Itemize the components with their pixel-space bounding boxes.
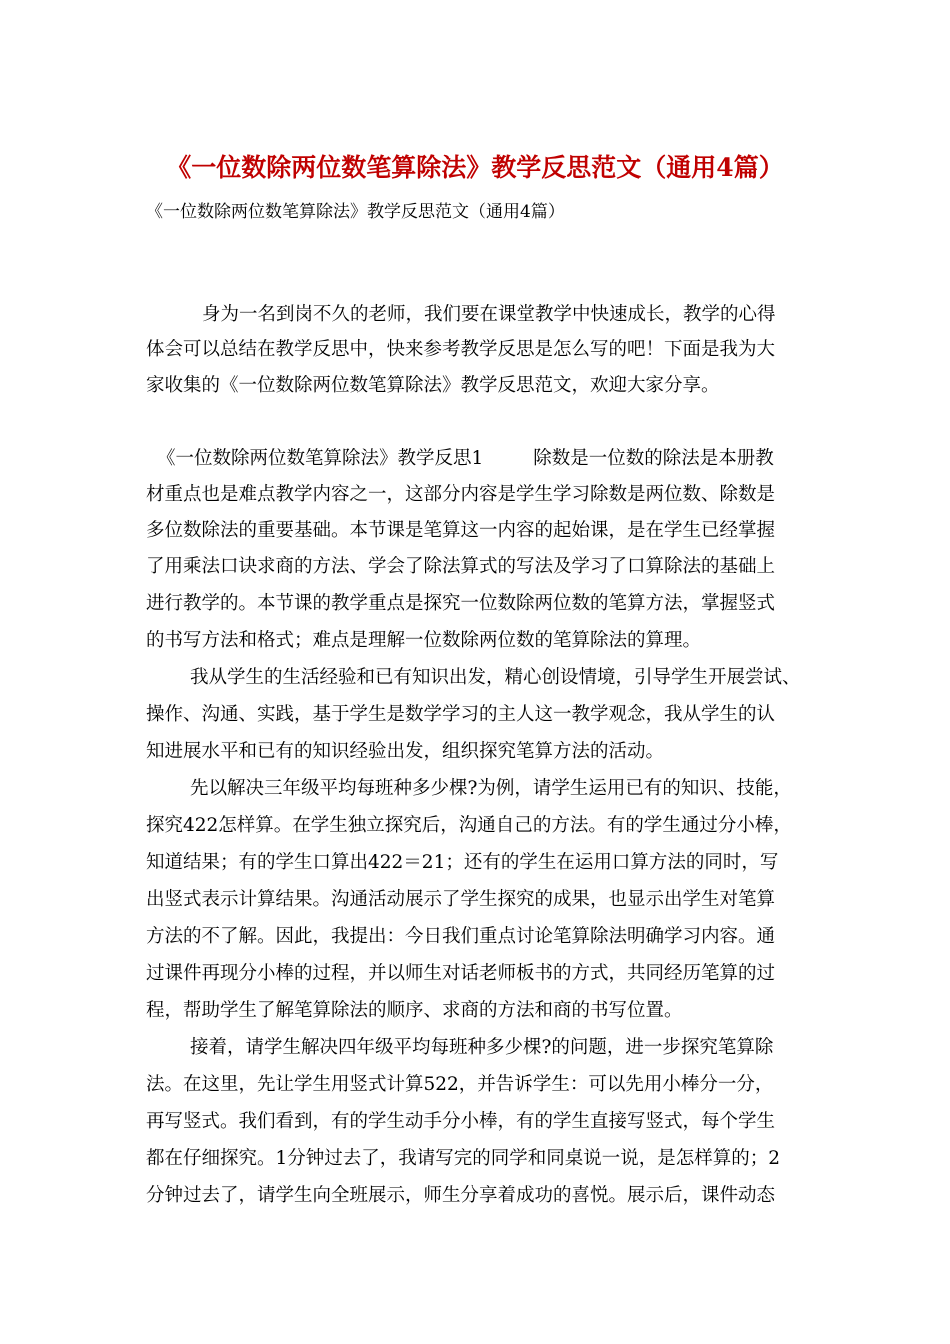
paragraph-line: 先以解决三年级平均每班种多少棵?为例，请学生运用已有的知识、技能， [190,778,792,799]
section-line: 进行教学的。本节课的教学重点是探究一位数除两位数的笔算方法，掌握竖式 [146,593,776,614]
section-line: 材重点也是难点教学内容之一，这部分内容是学生学习除数是两位数、除数是 [146,484,776,505]
document-title: 《一位数除两位数笔算除法》教学反思范文（通用4篇） [166,153,784,182]
paragraph-line: 都在仔细探究。1分钟过去了，我请写完的同学和同桌说一说，是怎样算的；2 [146,1148,781,1169]
intro-line: 身为一名到岗不久的老师，我们要在课堂教学中快速成长，教学的心得 [202,304,776,325]
section-first-line: 除数是一位数的除法是本册教 [533,448,774,469]
section-line: 多位数除法的重要基础。本节课是笔算这一内容的起始课，是在学生已经掌握 [146,520,776,541]
section-line: 了用乘法口诀求商的方法、学会了除法算式的写法及学习了口算除法的基础上 [146,556,776,577]
paragraph-line: 过课件再现分小棒的过程，并以师生对话老师板书的方式，共同经历笔算的过 [146,963,776,984]
paragraph-line: 我从学生的生活经验和已有知识出发，精心创设情境，引导学生开展尝试、 [190,667,801,688]
paragraph-line: 知道结果；有的学生口算出422＝21；还有的学生在运用口算方法的同时，写 [146,852,779,873]
paragraph-line: 接着，请学生解决四年级平均每班种多少棵?的问题，进一步探究笔算除 [190,1037,774,1058]
section-heading: 《一位数除两位数笔算除法》教学反思1 [157,448,484,469]
paragraph-line: 出竖式表示计算结果。沟通活动展示了学生探究的成果，也显示出学生对笔算 [146,889,776,910]
paragraph-line: 法。在这里，先让学生用竖式计算522，并告诉学生：可以先用小棒分一分， [146,1074,774,1095]
section-heading-line [157,445,774,473]
section-line: 的书写方法和格式；难点是理解一位数除两位数的笔算除法的算理。 [146,630,702,651]
paragraph-line: 再写竖式。我们看到，有的学生动手分小棒，有的学生直接写竖式，每个学生 [146,1111,776,1132]
paragraph-line: 方法的不了解。因此，我提出：今日我们重点讨论笔算除法明确学习内容。通 [146,926,776,947]
paragraph-line: 知进展水平和已有的知识经验出发，组织探究笔算方法的活动。 [146,741,665,762]
intro-line: 体会可以总结在教学反思中，快来参考教学反思是怎么写的吧！下面是我为大 [146,339,776,360]
paragraph-line: 分钟过去了，请学生向全班展示，师生分享着成功的喜悦。展示后，课件动态 [146,1185,776,1206]
paragraph-line: 程，帮助学生了解笔算除法的顺序、求商的方法和商的书写位置。 [146,1000,683,1021]
intro-line: 家收集的《一位数除两位数笔算除法》教学反思范文，欢迎大家分享。 [146,375,720,396]
paragraph-line: 探究422怎样算。在学生独立探究后，沟通自己的方法。有的学生通过分小棒， [146,815,792,836]
document-subtitle: 《一位数除两位数笔算除法》教学反思范文（通用4篇） [146,202,565,222]
paragraph-line: 操作、沟通、实践，基于学生是数学学习的主人这一教学观念，我从学生的认 [146,704,776,725]
